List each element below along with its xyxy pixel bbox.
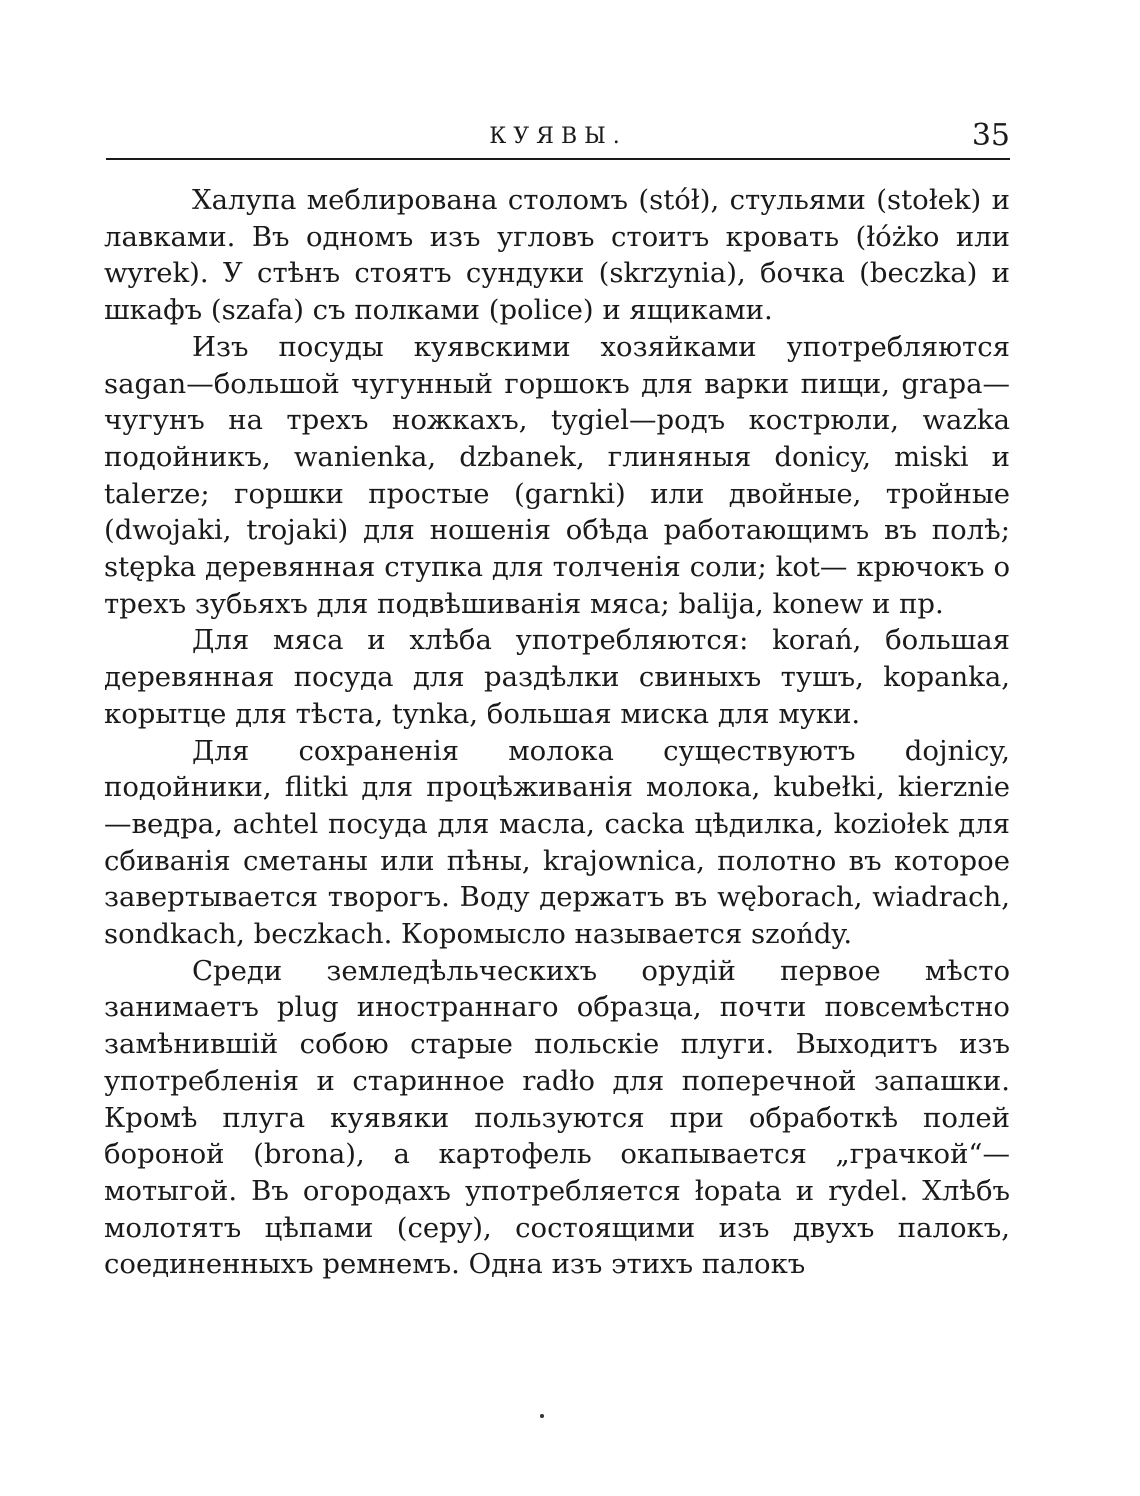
paragraph-dairy: Для сохраненія молока существуютъ dojnicy, подойники, flitki для процѣживанія молока, kubełki, kierznie —ведра, achtel посуда для масла, cacka цѣдилка, koziołek для сбиванія сметаны или пѣны, krajownica, полотно въ которое завертывается творогъ. Воду держатъ въ węborach, wiadrach, sondkach, beczkach. Коромысло называется szońdy. (104, 734, 1010, 951)
paragraph-farm-tools: Среди земледѣльческихъ орудій первое мѣсто занимаетъ plug иностраннаго образца, почти повсемѣстно замѣнившій собою старые польскіе плуги. Выходитъ изъ употребленія и старинное radło для поперечной запашки. Кромѣ плуга куявяки пользуются при обработкѣ полей бороной (brona), а картофель окапывается „грачкой“—мотыгой. Въ огородахъ употребляется łopata и rydel. Хлѣбъ молотятъ цѣпами (cepy), состоящими изъ двухъ палокъ, соединенныхъ ремнемъ. Одна изъ этихъ палокъ (104, 954, 1010, 1281)
running-title: КУЯВЫ. (489, 124, 627, 149)
page-header (106, 118, 1010, 158)
body-text (104, 182, 1010, 1283)
paragraph-meat-bread: Для мяса и хлѣба употребляются: korań, большая деревянная посуда для раздѣлки свиныхъ тушъ, kopanka, корытце для тѣста, tynka, большая миска для муки. (104, 624, 1010, 730)
ink-speck (540, 1414, 544, 1418)
page-number: 35 (971, 118, 1010, 153)
paragraph-furniture: Халупа меблирована столомъ (stół), стульями (stołek) и лавками. Въ одномъ изъ угловъ стоитъ кровать (łóżko или wyrek). У стѣнъ стоятъ сундуки (skrzynia), бочка (beczka) и шкафъ (szafa) съ полками (police) и ящиками. (104, 184, 1010, 327)
paragraph-dishes: Изъ посуды куявскими хозяйками употребляются sagan—большой чугунный горшокъ для варки пищи, grapa—чугунъ на трехъ ножкахъ, tygiel—родъ кострюли, wazka подойникъ, wanienka, dzbanek, глиняныя donicy, miski и talerze; горшки простые (garnki) или двойные, тройные (dwojaki, trojaki) для ношенія обѣда работающимъ въ полѣ; stępka деревянная ступка для толченія соли; kot— крючокъ о трехъ зубьяхъ для подвѣшиванія мяса; balija, konew и пр. (104, 330, 1010, 620)
header-rule (106, 158, 1010, 160)
